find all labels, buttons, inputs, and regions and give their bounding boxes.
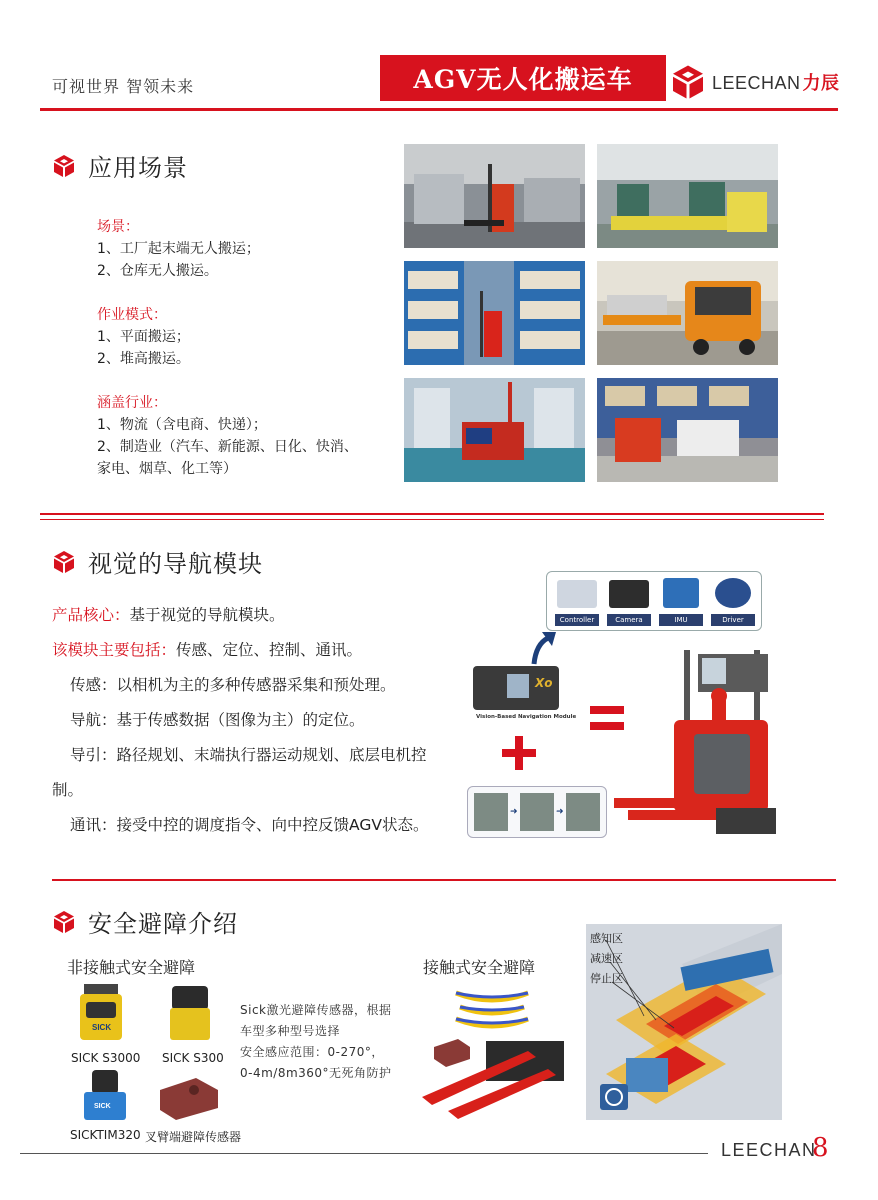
module-caption: Vision-Based Navigation Module xyxy=(476,714,577,720)
header-divider xyxy=(40,108,838,111)
text-line: 通讯：接受中控的调度指令、向中控反馈AGV状态。 xyxy=(70,816,429,834)
list-item: 2、仓库无人搬运。 xyxy=(97,263,218,279)
header-tagline: 可视世界 智领未来 xyxy=(52,77,195,96)
section-title: 安全避障介绍 xyxy=(88,910,238,938)
footer-divider xyxy=(20,1153,708,1154)
sick-tim320-image xyxy=(82,1070,128,1122)
section-divider xyxy=(40,519,824,520)
sick-s300-image xyxy=(168,986,212,1042)
industry-label: 涵盖行业： xyxy=(97,395,167,411)
svg-text:SICK: SICK xyxy=(94,1103,111,1110)
section-divider xyxy=(52,879,836,881)
component-label: Controller xyxy=(555,614,599,626)
include-line: 该模块主要包括：传感、定位、控制、通讯。 xyxy=(52,641,363,659)
component-label: IMU xyxy=(659,614,703,626)
section-divider xyxy=(40,513,824,515)
scenario-text-block xyxy=(97,216,358,480)
footer-brand: LEECHAN xyxy=(721,1140,817,1160)
cube-bullet-icon xyxy=(52,550,76,574)
section-title: 应用场景 xyxy=(88,154,188,182)
sensor-caption: SICK S3000 xyxy=(71,1051,141,1065)
sick-s3000-image xyxy=(78,984,124,1042)
contact-safety-image xyxy=(418,985,568,1121)
stacker-agv-image xyxy=(612,648,782,844)
contact-subtitle: 接触式安全避障 xyxy=(423,958,536,977)
section-title: 视觉的导航模块 xyxy=(88,550,263,578)
process-sequence-box xyxy=(467,786,607,838)
photo-tow-tractor xyxy=(597,261,778,365)
sensor-caption: SICKTIM320 xyxy=(70,1128,141,1142)
page-title: AGV无人化搬运车 xyxy=(380,55,666,101)
photo-yellow-agv xyxy=(597,144,778,248)
component-label: Camera xyxy=(607,614,651,626)
core-line: 产品核心：基于视觉的导航模块。 xyxy=(52,606,285,624)
scene-label: 场景： xyxy=(97,219,139,235)
list-item: 家电、烟草、化工等） xyxy=(97,461,237,477)
photo-warehouse-racks xyxy=(404,261,585,365)
imu-image xyxy=(663,578,699,608)
list-item: 1、平面搬运； xyxy=(97,329,190,345)
page-number: 8 xyxy=(812,1133,829,1163)
fork-sensor-image xyxy=(156,1076,222,1122)
zone-label: 减速区 xyxy=(590,952,623,965)
text-line: 导引：路径规划、末端执行器运动规划、底层电机控 xyxy=(70,746,427,764)
component-label: Driver xyxy=(711,614,755,626)
logo-wordmark: LEECHAN 力辰 xyxy=(712,73,840,93)
list-item: 2、制造业（汽车、新能源、日化、快消、 xyxy=(97,439,358,455)
cube-logo-icon xyxy=(670,64,706,100)
arrow-right-icon: ➜ xyxy=(556,807,564,817)
plus-icon xyxy=(502,736,536,770)
section-heading-scenarios xyxy=(52,148,188,183)
arrow-right-icon: ➜ xyxy=(510,807,518,817)
sensor-caption: 叉臂端避障传感器 xyxy=(145,1130,242,1144)
section-heading-navigation xyxy=(52,544,263,579)
svg-text:SICK: SICK xyxy=(92,1023,112,1032)
sick-description: Sick激光避障传感器，根据 车型多种型号选择 安全感应范围：0-270°， 0-4m/8m360°无死角防护 xyxy=(240,1003,392,1080)
sensor-caption: SICK S300 xyxy=(162,1051,224,1065)
text-line: 制。 xyxy=(52,781,84,799)
brand-logo xyxy=(670,64,840,100)
list-item: 2、堆高搬运。 xyxy=(97,351,190,367)
list-item: 1、工厂起末端无人搬运； xyxy=(97,241,260,257)
driver-image xyxy=(715,578,751,608)
photo-stacker-agv xyxy=(404,378,585,482)
camera-image xyxy=(609,580,649,608)
photo-factory-forklift xyxy=(404,144,585,248)
component-box xyxy=(546,571,762,631)
list-item: 1、物流（含电商、快递）； xyxy=(97,417,267,433)
mode-label: 作业模式： xyxy=(97,307,167,323)
photo-pallet-agv xyxy=(597,378,778,482)
zone-label: 停止区 xyxy=(590,972,623,985)
non-contact-subtitle: 非接触式安全避障 xyxy=(67,958,196,977)
safety-zone-image xyxy=(586,924,782,1120)
text-line: 传感：以相机为主的多种传感器采集和预处理。 xyxy=(70,676,396,694)
arrow-up-right-icon xyxy=(528,628,558,668)
navigation-text-block xyxy=(52,604,428,849)
cube-bullet-icon xyxy=(52,910,76,934)
section-heading-safety xyxy=(52,904,238,939)
navigation-module-image: Xo xyxy=(473,666,559,710)
text-line: 导航：基于传感数据（图像为主）的定位。 xyxy=(70,711,365,729)
cube-bullet-icon xyxy=(52,154,76,178)
controller-image xyxy=(557,580,597,608)
zone-label: 感知区 xyxy=(590,932,623,945)
